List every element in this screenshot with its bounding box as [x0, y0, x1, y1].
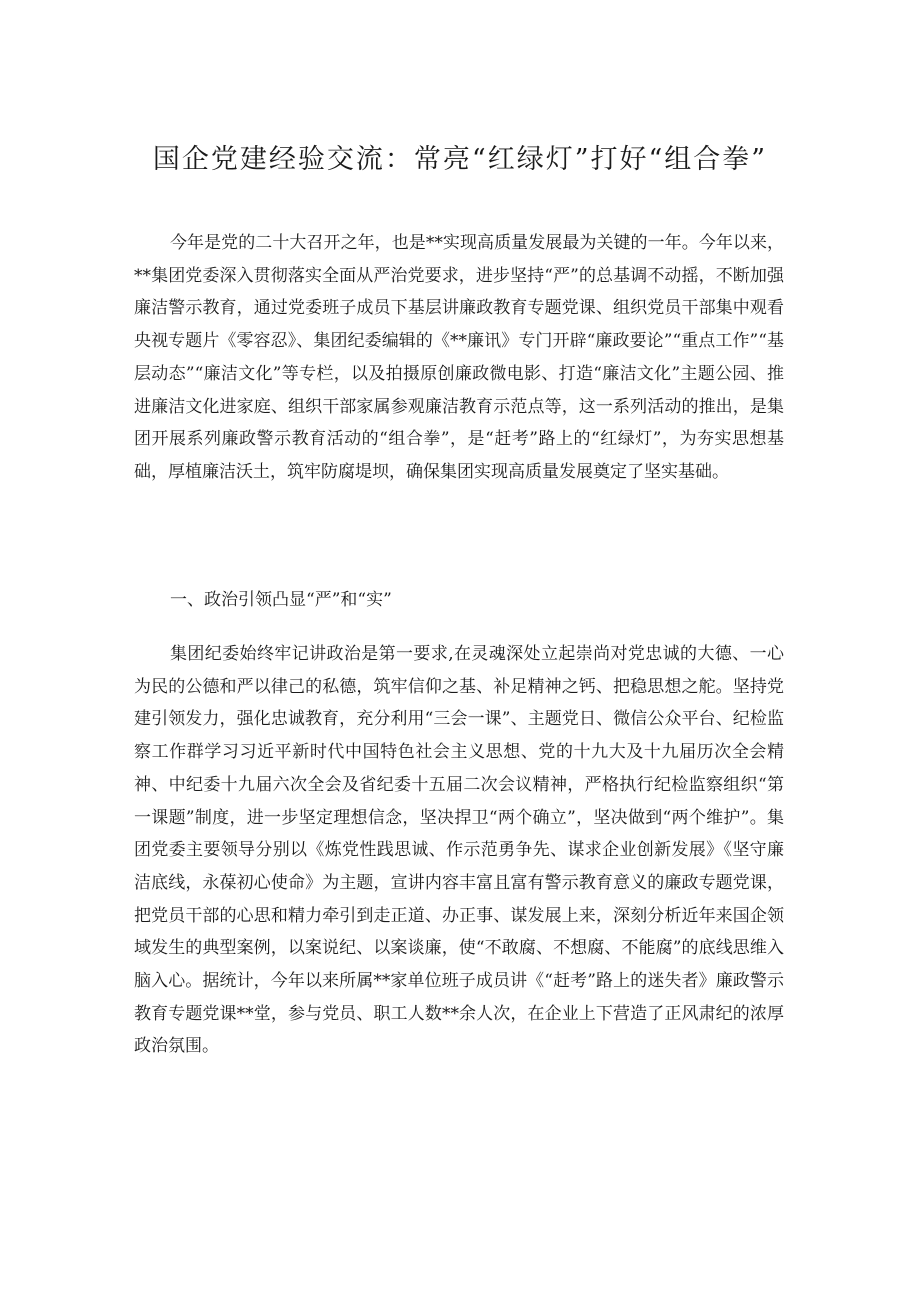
section-heading-1: 一、政治引领凸显“严”和“实”: [170, 590, 392, 610]
document-title: 国企党建经验交流：常亮“红绿灯”打好“组合拳”: [152, 144, 768, 175]
intro-paragraph: 今年是党的二十大召开之年，也是**实现高质量发展最为关键的一年。今年以来，**集团党委深入贯彻落实全面从严治党要求，进步坚持“严”的总基调不动摇，不断加强廉洁警示教育，通过党委班子成员下基层讲廉政教育专题党课、组织党员干部集中观看央视专题片《零容忍》、集团纪委编辑的《**廉讯》专门开辟“廉政要论”“重点工作”“基层动态”“廉洁文化”等专栏，以及拍摄原创廉政微电影、打造“廉洁文化”主题公园、推进廉洁文化进家庭、组织干部家属参观廉洁教育示范点等，这一系列活动的推出，是集团开展系列廉政警示教育活动的“组合拳”，是“赶考”路上的“红绿灯”，为夯实思想基础，厚植廉洁沃土，筑牢防腐堤坝，确保集团实现高质量发展奠定了坚实基础。: [134, 233, 784, 482]
section-1-paragraph: 集团纪委始终牢记讲政治是第一要求,在灵魂深处立起崇尚对党忠诚的大德、一心为民的公德和严以律己的私德，筑牢信仰之基、补足精神之钙、把稳思想之舵。坚持党建引领发力，强化忠诚教育，充分利用“三会一课”、主题党日、微信公众平台、纪检监察工作群学习习近平新时代中国特色社会主义思想、党的十九大及十九届历次全会精神、中纪委十九届六次全会及省纪委十五届二次会议精神，严格执行纪检监察组织“第一课题”制度，进一步坚定理想信念，坚决捍卫“两个确立”，坚决做到“两个维护”。集团党委主要领导分别以《炼党性践思诚、作示范勇争先、谋求企业创新发展》《坚守廉洁底线，永葆初心使命》为主题，宣讲内容丰富且富有警示教育意义的廉政专题党课，把党员干部的心思和精力牵引到走正道、办正事、谋发展上来，深刻分析近年来国企领域发生的典型案例，以案说纪、以案谈廉，使“不敢腐、不想腐、不能腐”的底线思维入脑入心。据统计，今年以来所属**家单位班子成员讲《“赶考”路上的迷失者》廉政警示教育专题党课**堂，参与党员、职工人数**余人次，在企业上下营造了正风肃纪的浓厚政治氛围。: [134, 644, 784, 1057]
